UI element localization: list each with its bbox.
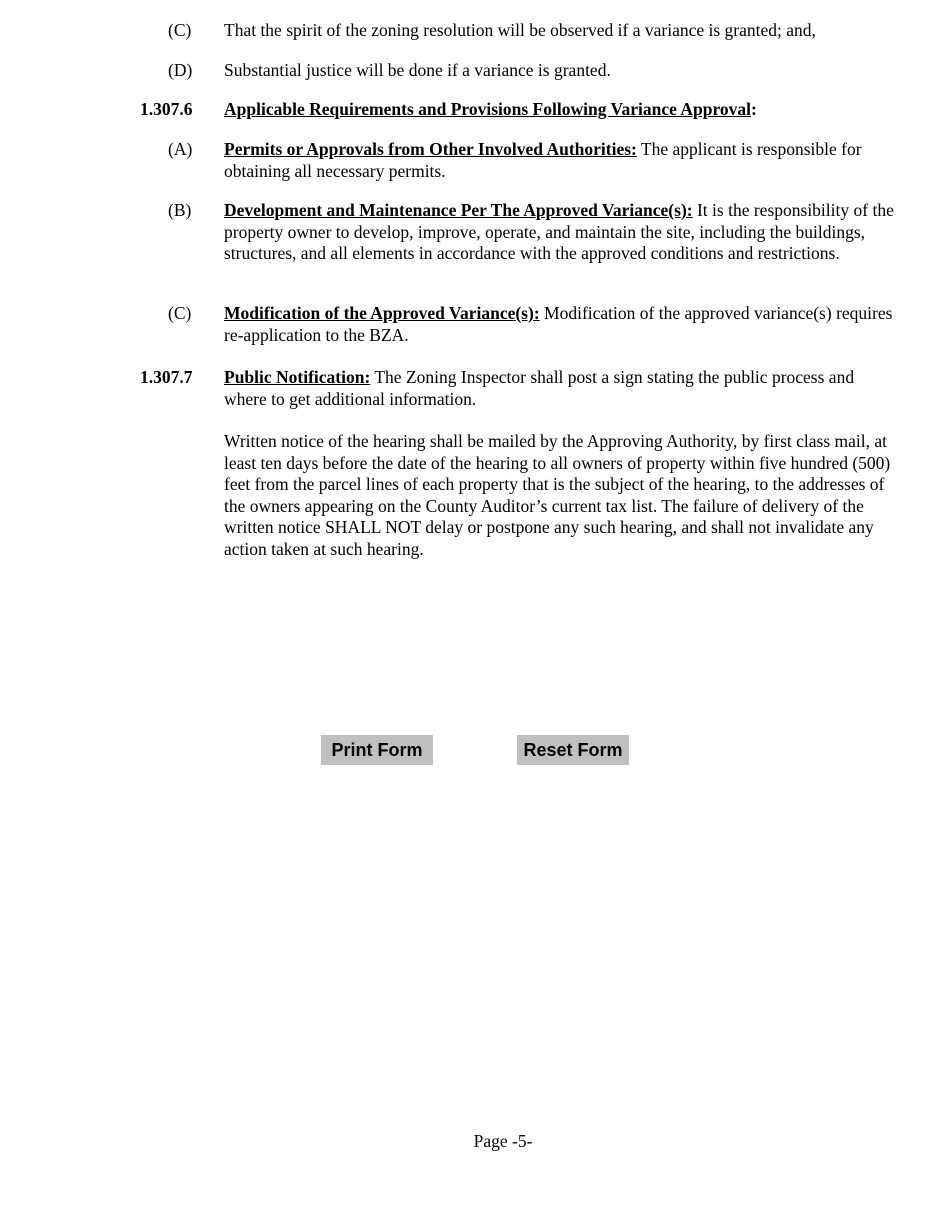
item-text-a <box>224 139 900 182</box>
item-text-c2 <box>224 303 900 346</box>
section-heading-colon: : <box>751 99 757 119</box>
item-body-a: The applicant is responsible for obtaining all necessary permits. <box>224 139 862 181</box>
reset-form-button[interactable]: Reset Form <box>517 735 629 765</box>
item-text-b <box>224 200 900 265</box>
item-body-c2: Modification of the approved variance(s) requires re-application to the BZA. <box>224 303 893 345</box>
section-heading-text: Applicable Requirements and Provisions Following Variance Approval <box>224 99 752 119</box>
item-label-d: (D) <box>168 60 193 80</box>
page-number: Page -5- <box>473 1131 533 1151</box>
item-text-d: Substantial justice will be done if a variance is granted. <box>224 60 611 80</box>
item-heading-a: Permits or Approvals from Other Involved Authorities: <box>224 139 637 159</box>
item-heading-b: Development and Maintenance Per The Approved Variance(s): <box>224 200 693 220</box>
item-heading-c2: Modification of the Approved Variance(s): <box>224 303 540 323</box>
section-text-1-307-7 <box>224 367 900 410</box>
section-body-1-307-7: The Zoning Inspector shall post a sign stating the public process and where to get additional information. <box>224 367 855 409</box>
item-label-c2: (C) <box>168 303 192 323</box>
item-label-c: (C) <box>168 20 192 40</box>
section-heading-1-307-6 <box>224 99 900 121</box>
item-text-c: That the spirit of the zoning resolution will be observed if a variance is granted; and, <box>224 20 816 40</box>
item-label-a: (A) <box>168 139 193 159</box>
section-number-1-307-6: 1.307.6 <box>140 99 193 119</box>
section-number-1-307-7: 1.307.7 <box>140 367 193 387</box>
print-form-button[interactable]: Print Form <box>321 735 433 765</box>
item-body-b: It is the responsibility of the property owner to develop, improve, operate, and maintain the site, including the buildings, structures, and all elements in accordance with the approved conditions and restrictions. <box>224 200 894 263</box>
notice-paragraph: Written notice of the hearing shall be mailed by the Approving Authority, by first class mail, at least ten days before the date of the hearing to all owners of property within five hundred (500) feet from the parcel lines of each property that is the subject of the hearing, to the addresses of the owners appearing on the County Auditor’s current tax list. The failure of delivery of the written notice SHALL NOT delay or postpone any such hearing, and shall not invalidate any action taken at such hearing. <box>224 431 891 559</box>
item-label-b: (B) <box>168 200 192 220</box>
section-heading-1-307-7: Public Notification: <box>224 367 371 387</box>
